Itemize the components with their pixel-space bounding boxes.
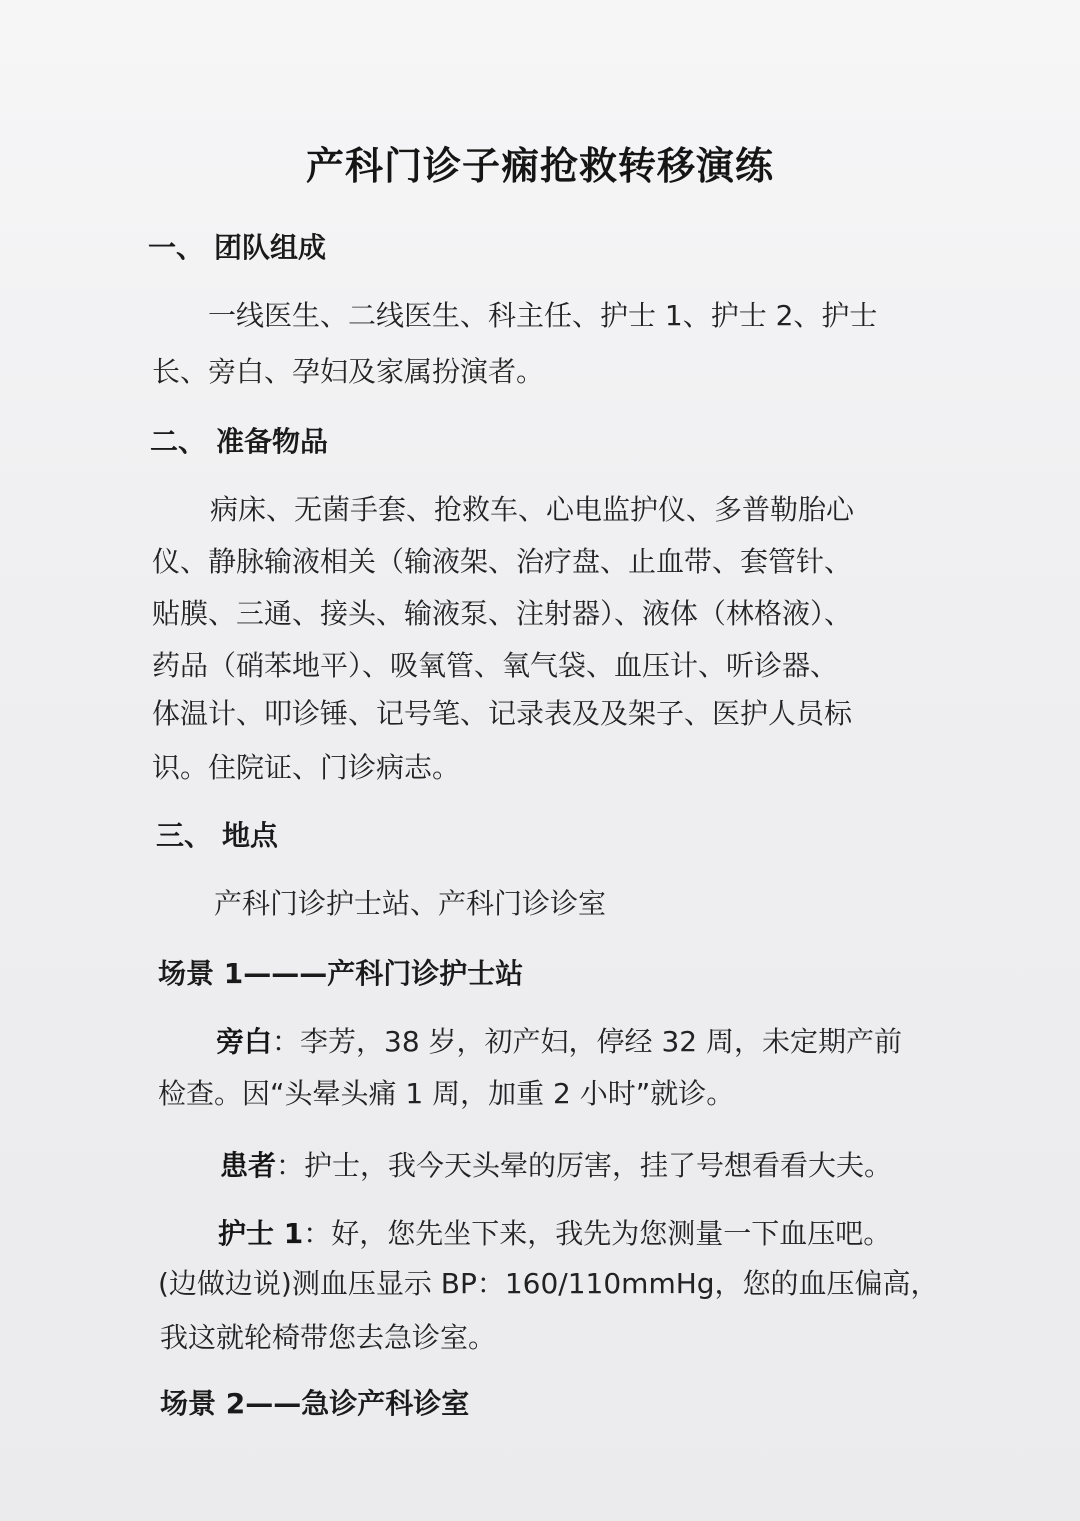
dialogue-narrator [216, 1022, 902, 1062]
section-heading-location [156, 816, 278, 856]
section-heading-team [148, 228, 326, 268]
section-title: 准备物品 [216, 425, 329, 458]
dialogue-text-line: (边做边说)测血压显示 BP：160/110mmHg，您的血压偏高， [158, 1267, 939, 1300]
paragraph-line: 仪、静脉输液相关（输液架、治疗盘、止血带、套管针、 [152, 545, 853, 578]
dialogue-text-line: 检查。因“头晕头痛 1 周，加重 2 小时”就诊。 [158, 1077, 735, 1110]
paragraph-line: 药品（硝苯地平）、吸氧管、氧气袋、血压计、听诊器、 [152, 649, 839, 682]
section-title: 团队组成 [214, 231, 327, 264]
dialogue-text: ：好，您先坐下来，我先为您测量一下血压吧。 [303, 1217, 892, 1250]
paragraph-line: 病床、无菌手套、抢救车、心电监护仪、多普勒胎心 [210, 493, 855, 526]
dialogue-text: ：护士，我今天头晕的厉害，挂了号想看看大夫。 [276, 1149, 893, 1182]
paragraph-line: 长、旁白、孕妇及家属扮演者。 [152, 355, 545, 388]
paragraph-line: 识。住院证、门诊病志。 [152, 751, 461, 784]
section-number: 一、 [148, 231, 205, 264]
dialogue-text: ：李芳，38 岁，初产妇，停经 32 周，未定期产前 [272, 1025, 902, 1058]
paragraph-line: 贴膜、三通、接头、输液泵、注射器）、液体（林格液）、 [152, 597, 853, 630]
section-number: 二、 [150, 425, 207, 458]
scene-heading: 场景 1———产科门诊护士站 [158, 957, 524, 990]
scene-heading: 场景 2——急诊产科诊室 [160, 1387, 470, 1420]
speaker-label: 护士 1 [218, 1217, 304, 1250]
dialogue-nurse [218, 1214, 891, 1254]
page-title: 产科门诊子痫抢救转移演练 [305, 144, 774, 188]
section-number: 三、 [156, 819, 213, 852]
dialogue-text-line: 我这就轮椅带您去急诊室。 [160, 1321, 497, 1354]
speaker-label: 患者 [220, 1149, 277, 1182]
paragraph-line: 体温计、叩诊锤、记号笔、记录表及及架子、医护人员标 [152, 697, 853, 730]
section-title: 地点 [222, 819, 279, 852]
paragraph-line: 一线医生、二线医生、科主任、护士 1、护士 2、护士 [208, 299, 878, 332]
dialogue-patient [220, 1146, 892, 1186]
section-heading-supplies [150, 422, 328, 462]
speaker-label: 旁白 [216, 1025, 273, 1058]
paragraph-line: 产科门诊护士站、产科门诊诊室 [214, 887, 607, 920]
